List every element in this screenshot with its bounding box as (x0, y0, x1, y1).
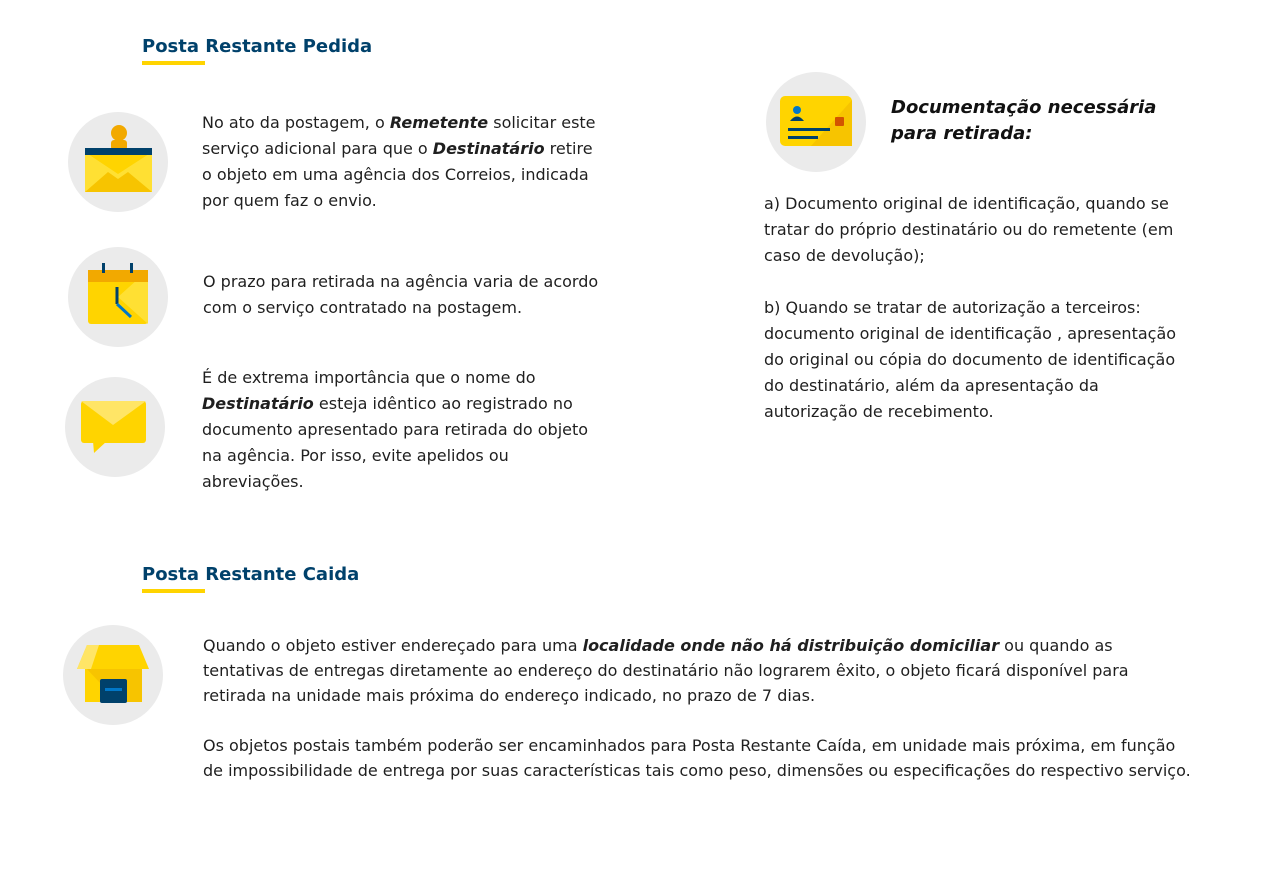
section-title-caida: Posta Restante Caida (142, 564, 360, 585)
title-underline (142, 589, 205, 593)
chat-bubble-icon (65, 377, 165, 477)
calendar-clock-icon (68, 247, 168, 347)
title-underline (142, 61, 205, 65)
pedida-paragraph-3: É de extrema importância que o nome do Destinatário esteja idêntico ao registrado no documento apresentado para retirada do objeto na agência. Por isso, evite apelidos ou abreviações. (202, 368, 589, 491)
caida-paragraph-1: Quando o objeto estiver endereçado para uma localidade onde não há distribuição domiciliar ou quando as tentativas de entregas diretamente ao endereço do destinatário não lograrem êxito, o objeto ficará disponível para retirada na unidade mais próxima do endereço indicado, no prazo de 7 dias. (203, 636, 1129, 705)
envelope-person-icon (68, 112, 168, 212)
docs-item-b: b) Quando se tratar de autorização a terceiros: documento original de identificação , apresentação do original ou cópia do documento de identificação do destinatário, além da apresentação da autorização de recebimento. (764, 298, 1177, 421)
id-card-icon (766, 72, 866, 172)
pedida-paragraph-1: No ato da postagem, o Remetente solicitar este serviço adicional para que o Destinatário retire o objeto em uma agência dos Correios, indicada por quem faz o envio. (202, 113, 596, 210)
docs-heading: Documentação necessária para retirada: (891, 97, 1157, 144)
section-title-pedida: Posta Restante Pedida (142, 36, 373, 57)
pedida-paragraph-2: O prazo para retirada na agência varia de acordo com o serviço contratado na postagem. (203, 272, 599, 317)
docs-item-a: a) Documento original de identificação, quando se tratar do próprio destinatário ou do remetente (em caso de devolução); (764, 194, 1174, 265)
post-office-house-icon (63, 625, 163, 725)
caida-paragraph-2: Os objetos postais também poderão ser encaminhados para Posta Restante Caída, em unidade mais próxima, em função de impossibilidade de entrega por suas características tais como peso, dimensões ou especificações do respectivo serviço. (203, 736, 1191, 780)
